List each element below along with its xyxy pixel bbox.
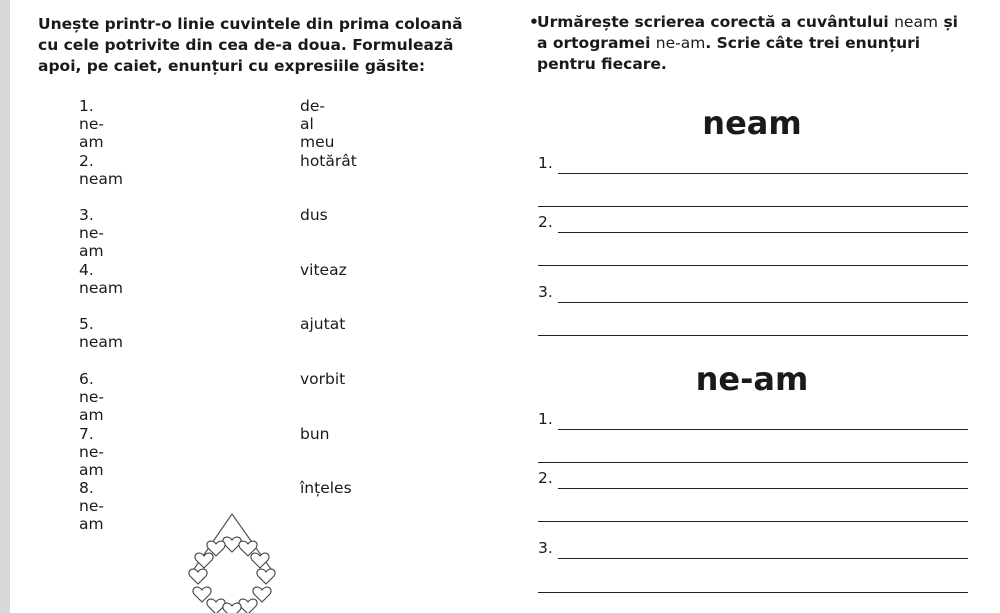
pair-right-word[interactable]: de-al meu: [300, 97, 335, 151]
left-instruction: Unește printr-o linie cuvintele din prima coloană cu cele potrivite din cea de-a doua. Formulează apoi, pe caiet, enunțuri cu expresiile găsite:: [38, 15, 463, 75]
pair-right-word[interactable]: hotărât: [300, 152, 357, 170]
heading-ne-am: ne-am: [695, 360, 809, 398]
pair-right-word[interactable]: înțeles: [300, 479, 352, 497]
pair-right-word[interactable]: vorbit: [300, 370, 346, 388]
pair-left-word[interactable]: 3. ne-am: [79, 206, 104, 260]
pair-left-word[interactable]: 5. neam: [79, 315, 123, 351]
writing-line[interactable]: 2.: [538, 469, 968, 489]
worksheet-page: [10, 0, 1000, 613]
writing-line[interactable]: 3.: [538, 283, 968, 303]
writing-line-extra[interactable]: [538, 462, 968, 463]
bullet-icon: •: [529, 13, 539, 31]
pair-right-word[interactable]: viteaz: [300, 261, 347, 279]
pair-left-word[interactable]: 1. ne-am: [79, 97, 104, 151]
writing-line[interactable]: 1.: [538, 154, 968, 174]
pair-left-word[interactable]: 2. neam: [79, 152, 123, 188]
right-instruction: • Urmărește scrierea corectă a cuvântului neam și a ortogramei ne-am. Scrie câte trei enunțuri pentru fiecare.: [529, 13, 958, 73]
writing-line[interactable]: 3.: [538, 539, 968, 559]
heart-wreath-icon: [180, 510, 285, 613]
pair-left-word[interactable]: 7. ne-am: [79, 425, 104, 479]
writing-line-extra[interactable]: [538, 206, 968, 207]
pair-right-word[interactable]: dus: [300, 206, 328, 224]
writing-line[interactable]: 2.: [538, 213, 968, 233]
pair-left-word[interactable]: 4. neam: [79, 261, 123, 297]
writing-line-extra[interactable]: [538, 265, 968, 266]
writing-line-extra[interactable]: [538, 335, 968, 336]
pair-left-word[interactable]: 8. ne-am: [79, 479, 104, 533]
pair-right-word[interactable]: bun: [300, 425, 330, 443]
pair-right-word[interactable]: ajutat: [300, 315, 346, 333]
writing-line[interactable]: 1.: [538, 410, 968, 430]
writing-line-extra[interactable]: [538, 521, 968, 522]
writing-line-extra[interactable]: [538, 592, 968, 593]
pair-left-word[interactable]: 6. ne-am: [79, 370, 104, 424]
heading-neam: neam: [702, 104, 802, 142]
